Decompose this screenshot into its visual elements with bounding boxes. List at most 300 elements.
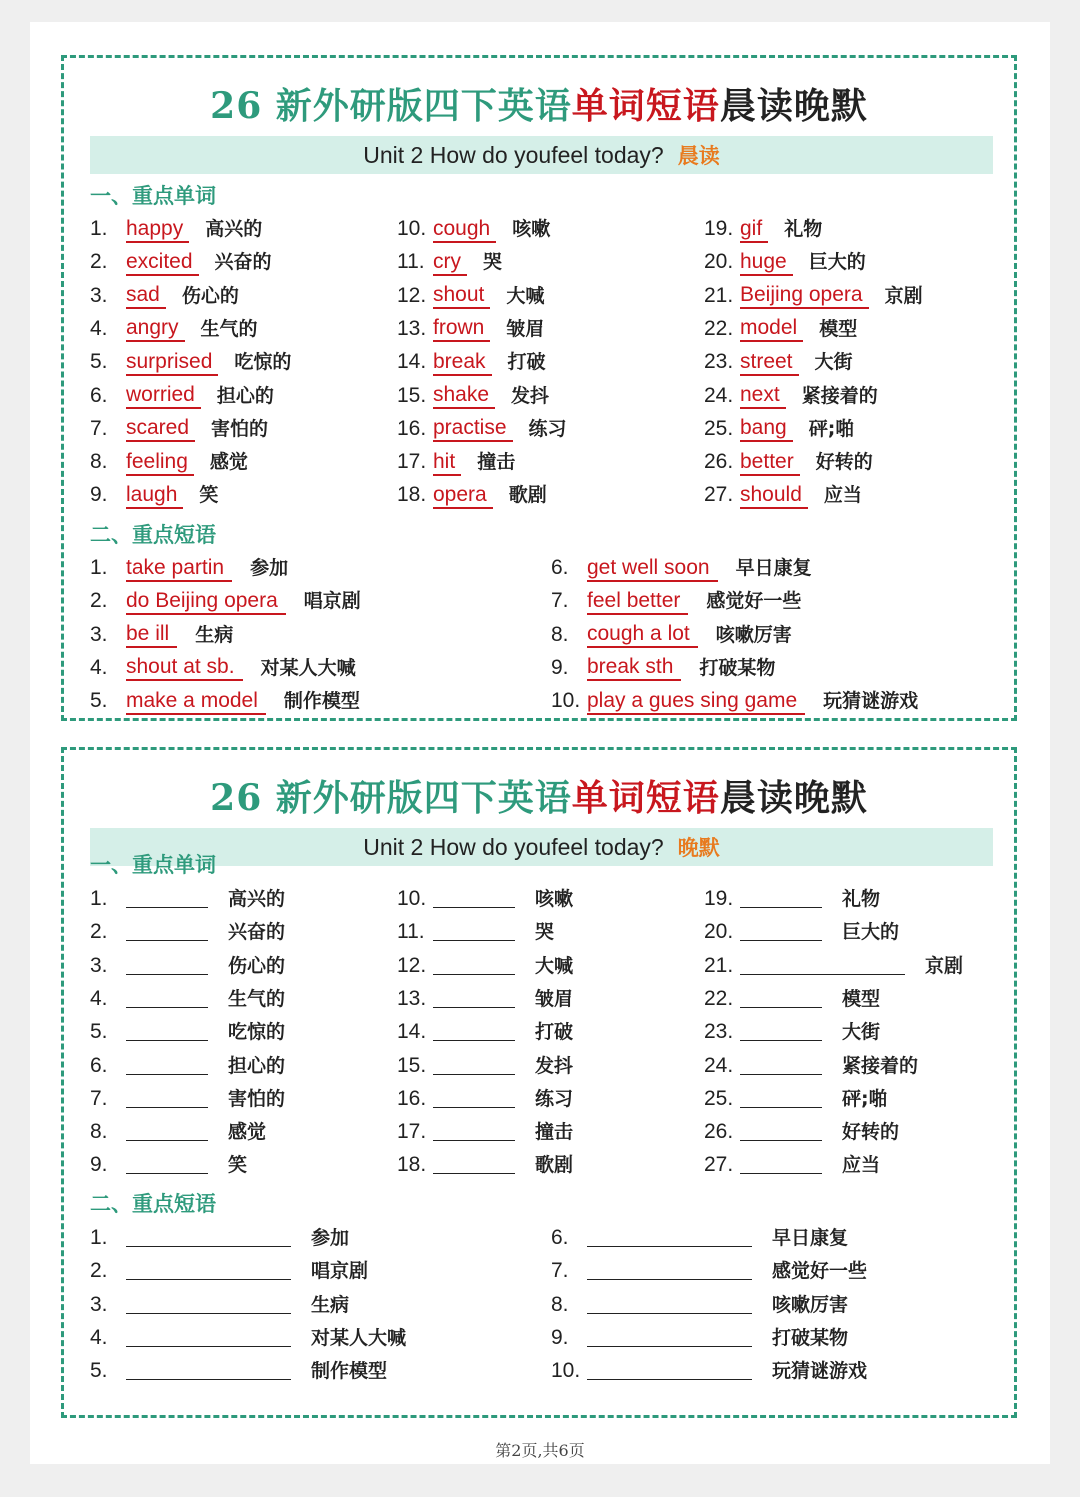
word-blank-input[interactable] [433,1024,515,1041]
item-number: 3. [90,622,108,646]
item-number: 2. [90,589,108,613]
phrase-answer: play a gues sing game [587,689,805,715]
word-answer: opera [433,483,493,509]
word-item [704,213,822,243]
word-meaning: 皱眉 [506,317,545,340]
phrase-blank-input[interactable] [587,1230,752,1247]
title-part-2: 单词短语 [571,85,720,127]
item-number: 16. [397,416,427,440]
word-meaning: 咳嗽 [535,888,574,910]
item-number: 13. [397,986,427,1010]
phrases-heading: 二、重点短语 [90,523,216,547]
word-answer: sad [126,283,166,309]
word-item [704,479,862,509]
item-number: 22. [704,316,734,340]
phrase-meaning: 生病 [195,623,234,646]
word-meaning: 巨大的 [842,921,900,944]
phrase-blank-input[interactable] [587,1330,752,1347]
phrase-item [90,552,288,582]
phrase-blank-item [90,1255,368,1285]
word-blank-input[interactable] [126,958,208,975]
item-number: 26. [704,450,734,474]
phrase-item [551,652,775,682]
words-heading: 一、重点单词 [90,184,216,208]
phrase-meaning: 早日康复 [735,557,812,579]
item-number: 7. [551,589,569,613]
phrase-blank-input[interactable] [126,1263,291,1280]
item-number: 23. [704,1020,734,1044]
title-part-3: 晨读晚默 [719,85,868,127]
phrase-blank-item [90,1355,387,1385]
word-meaning: 感觉 [228,1121,267,1144]
phrase-meaning: 唱京剧 [303,590,361,613]
word-blank-input[interactable] [433,1124,515,1141]
word-answer: angry [126,316,185,342]
word-item [397,413,567,443]
page-footer: 第2页,共6页 [495,1441,585,1460]
item-number: 9. [551,1325,569,1349]
word-blank-input[interactable] [433,958,515,975]
item-number: 18. [397,1153,427,1177]
word-answer: cough [433,217,496,243]
item-number: 10. [551,689,581,713]
word-item [704,280,923,310]
phrase-answer: take partin [126,556,232,582]
item-number: 2. [90,1259,108,1283]
word-blank-item [397,1116,573,1146]
word-item [397,313,544,343]
word-meaning: 哭 [483,251,503,274]
item-number: 14. [397,1020,427,1044]
item-number: 6. [551,556,569,579]
word-blank-item [90,1016,285,1046]
phrase-blank-input[interactable] [126,1363,291,1380]
word-item [397,346,546,376]
word-blank-item [397,1016,573,1046]
phrase-meaning: 制作模型 [311,1360,388,1383]
word-answer: excited [126,250,199,276]
item-number: 16. [397,1086,427,1110]
word-meaning: 哭 [535,921,555,944]
title-part-3: 晨读晚默 [719,777,868,819]
word-item [90,446,248,476]
item-number: 10. [551,1359,581,1383]
phrase-meaning: 咳嗽厉害 [715,623,792,646]
word-answer: Beijing opera [740,283,869,309]
item-number: 11. [397,920,425,944]
word-blank-input[interactable] [433,991,515,1008]
item-number: 2. [90,920,108,944]
item-number: 3. [90,1292,108,1316]
words-heading: 一、重点单词 [90,853,216,877]
word-item [90,280,239,310]
phrase-meaning: 制作模型 [283,690,360,713]
item-number: 5. [90,1020,108,1044]
item-number: 23. [704,350,734,374]
word-blank-input[interactable] [126,924,208,941]
phrase-meaning: 生病 [311,1293,350,1316]
word-meaning: 吃惊的 [234,351,292,374]
word-blank-input[interactable] [740,1024,822,1041]
word-meaning: 担心的 [228,1054,286,1077]
phrase-meaning: 玩猜谜游戏 [772,1360,868,1383]
item-number: 8. [551,622,569,646]
phrase-meaning: 唱京剧 [311,1260,369,1283]
word-blank-item [704,916,899,946]
word-item [90,213,262,243]
word-item [704,413,854,443]
item-number: 4. [90,986,108,1010]
phrase-blank-item [551,1355,867,1385]
unit-banner [90,136,993,174]
item-number: 22. [704,986,734,1010]
word-blank-input[interactable] [433,924,515,941]
item-number: 20. [704,250,734,274]
phrase-meaning: 对某人大喊 [260,656,356,679]
word-blank-input[interactable] [126,1157,208,1174]
phrase-blank-input[interactable] [126,1330,291,1347]
item-number: 24. [704,1053,734,1077]
phrase-answer: do Beijing opera [126,589,286,615]
word-item [704,313,857,343]
word-meaning: 好转的 [815,451,873,474]
phrase-blank-input[interactable] [126,1230,291,1247]
word-meaning: 应当 [842,1154,881,1177]
word-blank-input[interactable] [740,991,822,1008]
item-number: 8. [90,1120,108,1144]
word-item [90,479,218,509]
item-number: 21. [704,953,734,977]
item-number: 4. [90,655,108,679]
word-blank-item [704,883,880,913]
item-number: 9. [90,1153,108,1177]
word-meaning: 笑 [228,1154,248,1177]
word-blank-input[interactable] [126,1058,208,1075]
item-number: 9. [90,483,108,507]
phrase-meaning: 咳嗽厉害 [772,1293,849,1316]
word-meaning: 歌剧 [535,1154,574,1177]
word-blank-item [397,916,554,946]
item-number: 4. [90,316,108,340]
word-blank-input[interactable] [740,924,822,941]
word-blank-item [704,1149,880,1179]
word-item [397,446,515,476]
word-meaning: 礼物 [784,218,823,240]
phrase-meaning: 感觉好一些 [706,590,802,613]
word-meaning: 模型 [819,317,858,340]
phrase-meaning: 参加 [311,1227,350,1249]
word-meaning: 京剧 [925,954,964,977]
word-meaning: 感觉 [209,451,248,474]
phrase-item [551,619,792,649]
word-answer: feeling [126,450,194,476]
word-meaning: 好转的 [842,1121,900,1144]
item-number: 2. [90,250,108,274]
word-blank-input[interactable] [433,1091,515,1108]
phrase-blank-item [551,1222,848,1252]
word-meaning: 撞击 [535,1121,574,1144]
word-blank-item [90,1050,285,1080]
word-meaning: 巨大的 [808,251,866,274]
phrase-answer: cough a lot [587,622,698,648]
word-meaning: 打破 [535,1021,574,1044]
word-answer: next [740,383,786,409]
word-blank-input[interactable] [740,958,905,975]
word-item [90,246,272,276]
word-item [90,380,274,410]
word-meaning: 生气的 [228,987,286,1010]
word-meaning: 发抖 [511,384,550,407]
word-item [397,280,544,310]
word-blank-item [704,983,880,1013]
word-meaning: 模型 [842,987,881,1010]
item-number: 4. [90,1325,108,1349]
phrase-answer: be ill [126,622,177,648]
item-number: 5. [90,1359,108,1383]
word-meaning: 大街 [814,351,853,374]
word-answer: laugh [126,483,183,509]
word-blank-item [90,1149,247,1179]
word-blank-input[interactable] [126,1024,208,1041]
word-answer: worried [126,383,201,409]
evening-tag: 晚默 [677,836,720,860]
phrase-meaning: 早日康复 [772,1227,849,1249]
morning-reading-card [61,55,1017,721]
phrase-item [551,552,812,582]
phrase-meaning: 感觉好一些 [772,1260,868,1283]
unit-banner [90,828,993,866]
word-item [704,246,866,276]
item-number: 15. [397,383,427,407]
word-item [704,446,873,476]
phrase-answer: make a model [126,689,266,715]
word-answer: shake [433,383,495,409]
word-item [704,346,853,376]
item-number: 26. [704,1120,734,1144]
card-title [64,770,1014,821]
word-meaning: 高兴的 [205,218,263,240]
word-meaning: 咳嗽 [512,218,551,240]
phrase-answer: feel better [587,589,688,615]
word-meaning: 练习 [528,417,567,440]
title-part-1: 26 新外研版四下英语 [210,777,572,819]
word-blank-input[interactable] [433,1157,515,1174]
morning-tag: 晨读 [677,144,720,168]
phrase-meaning: 打破某物 [699,656,776,679]
phrase-blank-item [551,1255,867,1285]
item-number: 5. [90,689,108,713]
phrase-meaning: 打破某物 [772,1326,849,1349]
item-number: 9. [551,655,569,679]
item-number: 27. [704,1153,734,1177]
item-number: 11. [397,250,425,274]
item-number: 1. [90,887,108,910]
word-answer: shout [433,283,490,309]
item-number: 1. [90,217,108,240]
word-meaning: 生气的 [200,317,258,340]
word-meaning: 大喊 [506,284,545,307]
word-item [90,346,291,376]
word-meaning: 大喊 [535,954,574,977]
item-number: 3. [90,953,108,977]
phrase-item [90,619,233,649]
phrase-blank-item [90,1289,349,1319]
phrases-heading: 二、重点短语 [90,1192,216,1216]
item-number: 1. [90,556,108,579]
word-meaning: 笑 [199,484,219,507]
word-blank-input[interactable] [126,1124,208,1141]
word-answer: scared [126,416,195,442]
word-meaning: 撞击 [477,451,516,474]
phrase-item [551,685,918,715]
phrase-blank-item [90,1222,349,1252]
word-blank-item [397,1050,573,1080]
word-meaning: 打破 [507,351,546,374]
word-blank-item [704,950,963,980]
word-blank-item [90,916,285,946]
word-item [397,213,550,243]
item-number: 21. [704,283,734,307]
word-blank-item [397,1149,573,1179]
word-meaning: 砰;啪 [842,1087,888,1110]
item-number: 25. [704,1086,734,1110]
word-item [704,380,878,410]
word-blank-input[interactable] [740,1124,822,1141]
word-blank-item [397,1083,573,1113]
word-meaning: 兴奋的 [214,251,272,274]
item-number: 15. [397,1053,427,1077]
word-answer: cry [433,250,467,276]
word-meaning: 害怕的 [228,1087,286,1110]
word-blank-item [90,883,285,913]
word-meaning: 礼物 [842,888,881,910]
word-meaning: 高兴的 [228,888,286,910]
item-number: 8. [90,450,108,474]
item-number: 10. [397,217,427,240]
word-item [90,313,258,343]
phrase-meaning: 对某人大喊 [311,1326,407,1349]
word-blank-item [704,1083,888,1113]
item-number: 12. [397,953,427,977]
word-meaning: 皱眉 [535,987,574,1010]
word-blank-input[interactable] [740,1157,822,1174]
word-blank-input[interactable] [126,891,208,908]
word-blank-item [704,1116,899,1146]
word-meaning: 伤心的 [228,954,286,977]
phrase-blank-item [551,1322,848,1352]
item-number: 6. [551,1226,569,1249]
word-meaning: 紧接着的 [801,384,878,407]
word-meaning: 发抖 [535,1054,574,1077]
item-number: 7. [90,1086,108,1110]
word-meaning: 练习 [535,1087,574,1110]
phrase-meaning: 参加 [250,557,289,579]
item-number: 27. [704,483,734,507]
item-number: 5. [90,350,108,374]
word-meaning: 兴奋的 [228,921,286,944]
word-blank-input[interactable] [740,1058,822,1075]
word-blank-item [90,1116,266,1146]
item-number: 14. [397,350,427,374]
word-blank-item [704,1050,918,1080]
word-blank-item [397,983,573,1013]
word-blank-item [90,1083,285,1113]
phrase-blank-input[interactable] [587,1363,752,1380]
word-meaning: 害怕的 [211,417,269,440]
word-answer: huge [740,250,793,276]
word-blank-input[interactable] [740,1091,822,1108]
word-blank-item [397,950,573,980]
item-number: 6. [90,383,108,407]
word-item [397,380,549,410]
word-meaning: 砰;啪 [808,417,855,440]
word-blank-item [704,1016,880,1046]
phrase-item [90,685,360,715]
word-blank-input[interactable] [126,991,208,1008]
phrase-meaning: 玩猜谜游戏 [823,690,919,713]
word-answer: gif [740,217,768,243]
word-blank-input[interactable] [433,1058,515,1075]
item-number: 1. [90,1226,108,1249]
word-answer: frown [433,316,490,342]
word-item [90,413,268,443]
item-number: 10. [397,887,427,910]
item-number: 19. [704,887,734,910]
word-blank-item [397,883,573,913]
unit-title: Unit 2 How do youfeel today? [363,834,664,860]
item-number: 8. [551,1292,569,1316]
word-answer: surprised [126,350,218,376]
card-title [64,78,1014,129]
item-number: 6. [90,1053,108,1077]
item-number: 17. [397,450,427,474]
word-answer: happy [126,217,189,243]
phrase-answer: shout at sb. [126,655,243,681]
item-number: 17. [397,1120,427,1144]
word-blank-input[interactable] [126,1091,208,1108]
item-number: 12. [397,283,427,307]
word-answer: should [740,483,808,509]
phrase-blank-input[interactable] [587,1297,752,1314]
word-answer: hit [433,450,461,476]
word-meaning: 应当 [823,484,862,507]
word-meaning: 京剧 [884,284,923,307]
phrase-blank-item [551,1289,848,1319]
phrase-answer: get well soon [587,556,718,582]
word-item [397,246,502,276]
phrase-answer: break sth [587,655,681,681]
word-blank-item [90,950,285,980]
word-blank-input[interactable] [433,891,515,908]
word-answer: bang [740,416,793,442]
phrase-blank-input[interactable] [126,1297,291,1314]
phrase-blank-item [90,1322,406,1352]
word-meaning: 吃惊的 [228,1021,286,1044]
item-number: 3. [90,283,108,307]
item-number: 20. [704,920,734,944]
evening-dictation-card [61,747,1017,1418]
word-answer: better [740,450,800,476]
word-meaning: 伤心的 [181,284,239,307]
phrase-blank-input[interactable] [587,1263,752,1280]
word-meaning: 歌剧 [508,484,547,507]
item-number: 18. [397,483,427,507]
word-blank-input[interactable] [740,891,822,908]
item-number: 24. [704,383,734,407]
item-number: 19. [704,217,734,240]
item-number: 7. [551,1259,569,1283]
word-answer: break [433,350,492,376]
